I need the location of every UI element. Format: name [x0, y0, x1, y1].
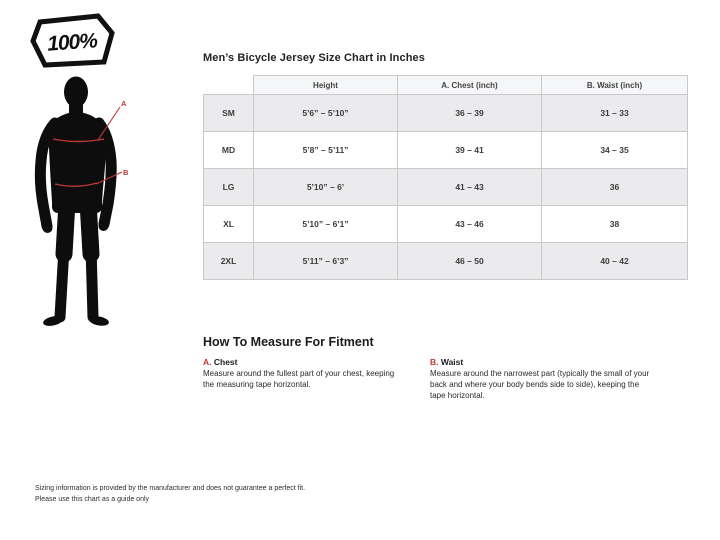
size-label: SM: [204, 95, 254, 132]
body-silhouette: [40, 77, 111, 328]
table-row-sm: [204, 95, 688, 132]
chest-value: 36 – 39: [398, 95, 542, 132]
height-value: 5’10” – 6’: [254, 169, 398, 206]
height-value: 5’6” – 5’10”: [254, 95, 398, 132]
header-waist: B. Waist (inch): [542, 76, 688, 95]
chest-value: 41 – 43: [398, 169, 542, 206]
marker-b-label: B: [123, 168, 129, 177]
how-to-measure-section: [203, 335, 687, 401]
measure-waist-label: Waist: [440, 357, 464, 367]
height-value: 5’8” – 5’11”: [254, 132, 398, 169]
table-header-row: [204, 76, 688, 95]
header-height: Height: [254, 76, 398, 95]
waist-value: 31 – 33: [542, 95, 688, 132]
table-row-md: [204, 132, 688, 169]
size-label: XL: [204, 206, 254, 243]
header-corner-cell: [204, 76, 254, 95]
measure-chest-description: Measure around the fullest part of your chest, keeping the measuring tape horizontal.: [203, 369, 395, 389]
waist-value: 36: [542, 169, 688, 206]
size-label: MD: [204, 132, 254, 169]
measure-chest-label: Chest: [213, 357, 238, 367]
size-chart-section: [203, 52, 687, 280]
measure-chest-marker: A.: [203, 357, 212, 367]
table-row-lg: [204, 169, 688, 206]
chest-value: 46 – 50: [398, 243, 542, 280]
measure-chest-heading: [203, 357, 412, 367]
waist-value: 40 – 42: [542, 243, 688, 280]
measure-waist-heading: [430, 357, 687, 367]
page-title: Men’s Bicycle Jersey Size Chart in Inches: [203, 52, 425, 64]
chest-value: 39 – 41: [398, 132, 542, 169]
disclaimer-line-2: Please use this chart as a guide only: [35, 495, 150, 503]
how-to-measure-title: How To Measure For Fitment: [203, 335, 374, 349]
chest-value: 43 – 46: [398, 206, 542, 243]
waist-value: 34 – 35: [542, 132, 688, 169]
logo-text: 100%: [46, 29, 98, 56]
measure-item-waist: [430, 357, 687, 401]
height-value: 5’10” – 6’1”: [254, 206, 398, 243]
disclaimer-line-1: Sizing information is provided by the manufacturer and does not guarantee a perfect fit.: [35, 485, 306, 492]
header-chest: A. Chest (inch): [398, 76, 542, 95]
body-silhouette-figure: [28, 76, 173, 328]
brand-logo-100percent: [28, 9, 120, 71]
measure-waist-description: Measure around the narrowest part (typically the small of your back and where your body bends side to side), keeping the tape horizontal.: [430, 369, 650, 400]
measure-item-chest: [203, 357, 430, 401]
waist-value: 38: [542, 206, 688, 243]
table-row-2xl: [204, 243, 688, 280]
table-row-xl: [204, 206, 688, 243]
size-label: 2XL: [204, 243, 254, 280]
marker-a-label: A: [121, 99, 127, 108]
size-label: LG: [204, 169, 254, 206]
measure-waist-marker: B.: [430, 357, 439, 367]
disclaimer-text: [35, 484, 305, 506]
height-value: 5’11” – 6’3”: [254, 243, 398, 280]
size-chart-table: [203, 75, 688, 280]
